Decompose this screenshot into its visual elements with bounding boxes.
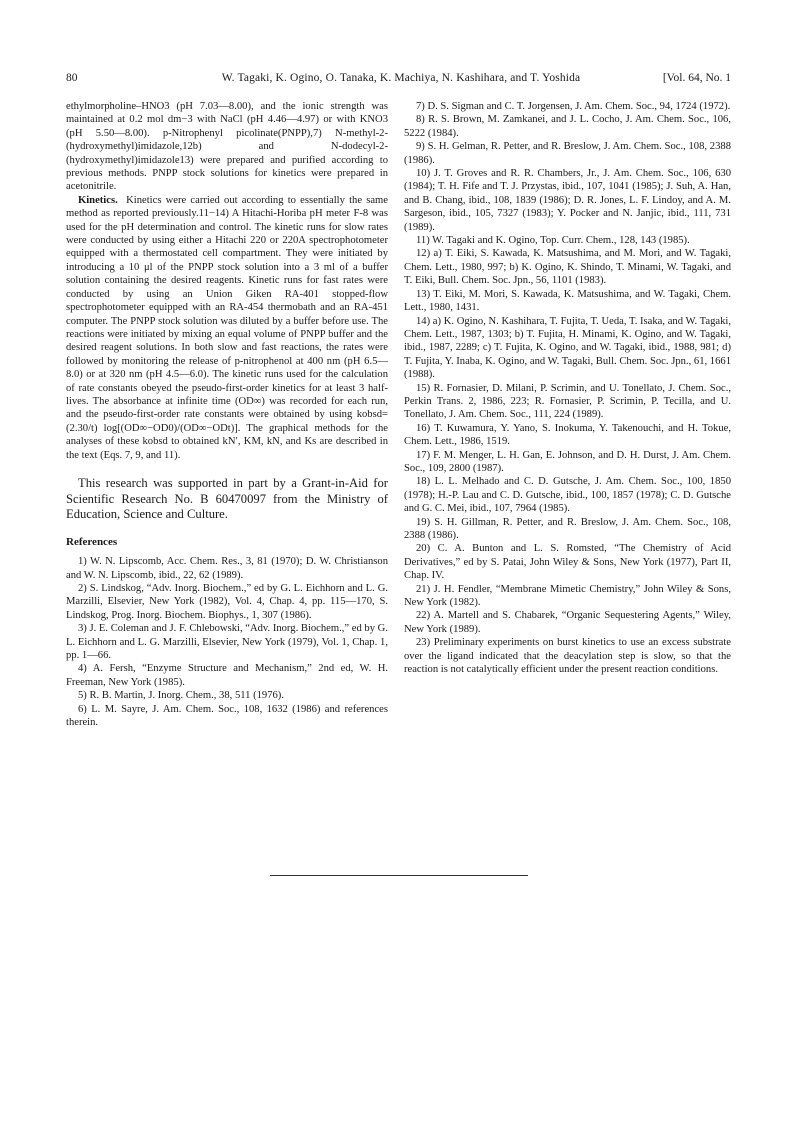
reference-item: 14) a) K. Ogino, N. Kashihara, T. Fujita, T. Ueda, T. Isaka, and W. Tagaki, Chem. Lett., 1987, 1303; b) T. Fujita, H. Minami, K. Ogino, and W. Tagaki, ibid., 1987, 2289; c) T. Fujita, K. Ogino, and W. Tagaki, ibid., 1988, 981; d) T. Fujita, Y. Inaba, K. Ogino, and W. Tagaki, Bull. Chem. Soc. Jpn., 61, 1661 (1988). (404, 315, 731, 381)
reference-item: 19) S. H. Gillman, R. Petter, and R. Breslow, J. Am. Chem. Soc., 108, 2388 (1986). (404, 516, 731, 541)
reference-item: 5) R. B. Martin, J. Inorg. Chem., 38, 511 (1976). (78, 690, 284, 702)
reference-item: 17) F. M. Menger, L. H. Gan, E. Johnson, and D. H. Durst, J. Am. Chem. Soc., 109, 2800 (1987). (404, 449, 731, 474)
reference-item: 1) W. N. Lipscomb, Acc. Chem. Res., 3, 81 (1970); D. W. Christianson and W. N. Lipscomb, ibid., 22, 62 (1989). (66, 556, 388, 581)
reference-item: 12) a) T. Eiki, S. Kawada, K. Matsushima, and M. Mori, and W. Tagaki, Chem. Lett., 1980, 997; b) K. Ogino, K. Shindo, T. Minami, W. Tagaki, and T. Eiki, Bull. Chem. Soc. Jpn., 56, 1101 (1983). (404, 248, 731, 287)
reference-item: 8) R. S. Brown, M. Zamkanei, and J. L. Cocho, J. Am. Chem. Soc., 106, 5222 (1984). (404, 114, 731, 139)
reference-item: 20) C. A. Bunton and L. S. Romsted, “The Chemistry of Acid Derivatives,” ed by S. Patai, John Wiley & Sons, New York (1977), Part II, Chap. IV. (404, 543, 731, 582)
running-header-authors: W. Tagaki, K. Ogino, O. Tanaka, K. Machiya, N. Kashihara, and T. Yoshida (221, 72, 581, 84)
reference-item: 4) A. Fersh, “Enzyme Structure and Mechanism,” 2nd ed, W. H. Freeman, New York (1985). (66, 663, 388, 688)
reference-item: 18) L. L. Melhado and C. D. Gutsche, J. Am. Chem. Soc., 100, 1850 (1978); H.-P. Lau and C. D. Gutsche, ibid., 100, 1857 (1978); C. D. Gutsche and G. C. Mei, ibid., 107, 7964 (1985). (404, 476, 731, 515)
reference-item: 21) J. H. Fendler, “Membrane Mimetic Chemistry,” John Wiley & Sons, New York (1982). (404, 583, 731, 609)
references-list-right (404, 100, 731, 676)
reference-item: 11) W. Tagaki and K. Ogino, Top. Curr. Chem., 128, 143 (1985). (416, 235, 690, 247)
right-column (404, 100, 731, 676)
reference-item: 7) D. S. Sigman and C. T. Jorgensen, J. Am. Chem. Soc., 94, 1724 (1972). (416, 101, 731, 112)
end-rule (270, 875, 528, 876)
acknowledgment: This research was supported in part by a Grant-in-Aid for Scientific Research No. B 60470097 from the Ministry of Education, Science and Culture. (66, 475, 388, 522)
reference-item: 6) L. M. Sayre, J. Am. Chem. Soc., 108, 1632 (1986) and references therein. (66, 703, 388, 729)
kinetics-paragraph (66, 194, 388, 462)
page-number: 80 (66, 72, 78, 84)
kinetics-text: Kinetics were carried out according to essentially the same method as reported previously.11−14) A Hitachi-Horiba pH meter F-8 was used for the pH determination and control. The kinetic runs for slow rates were conducted by using either a Hitachi 220 or 220A spectrophotometer equipped with a thermostated cell compartment. They were initiated by introducing a 10 μl of the PNPP stock solution into a 3 ml of a buffer solution containing the desired reagents. Kinetic runs for fast rates were conducted by using an Union Giken RA-401 stopped-flow spectrophotometer equipped with an RA-454 thermobath and an RA-451 computer. The PNPP stock solution was diluted by a buffer before use. The reactions were initiated by mixing an equal volume of PNPP buffer and the desired reagent solutions. In both slow and fast reactions, the rates were followed by monitoring the release of p-nitrophenol at 400 nm (pH 6.5—8.0) or at 320 nm (pH 4.5—6.0). The kinetic runs used for the calculation of rate constants obeyed the pseudo-first-order kinetics for at least 3 half-lives. The absorbance at infinite time (OD∞) was recorded for each run, and the pseudo-first-order rate constants were obtained by using kobsd=(2.30/t) log[(OD∞−OD0)/(OD∞−ODt)]. The graphical methods for the analyses of these kobsd to obtained kN′, KM, kN, and Ks are described in the text (Eqs. 7, 9, and 11). (66, 194, 388, 461)
experimental-paragraph: ethylmorpholine–HNO3 (pH 7.03—8.00), and the ionic strength was maintained at 0.2 mol dm−3 with NaCl (pH 4.46—4.97) or with KNO3 (pH 5.50—8.00). p-Nitrophenyl picolinate(PNPP),7) N-methyl-2-(hydroxymethyl)imidazole,12b) and N-dodecyl-2-(hydroxymethyl)imidazole13) were prepared and purified according to previous methods. PNPP stock solutions for kinetics were prepared in acetonitrile. (66, 101, 388, 193)
reference-item: 15) R. Fornasier, D. Milani, P. Scrimin, and U. Tonellato, J. Chem. Soc., Perkin Trans. 2, 1986, 223; R. Fornasier, P. Scrimin, P. Tecilla, and U. Tonellato, J. Am. Chem. Soc., 111, 224 (1989). (404, 382, 731, 421)
reference-item: 22) A. Martell and S. Chabarek, “Organic Sequestering Agents,” Wiley, New York (1989). (404, 610, 731, 635)
running-header (66, 72, 731, 88)
left-column (66, 100, 388, 729)
reference-item: 23) Preliminary experiments on burst kinetics to use an excess substrate over the ligand indicated that the deacylation step is slow, so that the reaction is not catalytically efficient under the present reaction conditions. (404, 637, 731, 676)
kinetics-heading: Kinetics. (78, 194, 118, 206)
reference-item: 13) T. Eiki, M. Mori, S. Kawada, K. Matsushima, and W. Tagaki, Chem. Lett., 1980, 1431. (404, 288, 731, 314)
reference-item: 2) S. Lindskog, “Adv. Inorg. Biochem.,” ed by G. L. Eichhorn and L. G. Marzilli, Elsevier, New York (1982), Vol. 4, Chap. 4, pp. 115—170, S. Lindskog, Prog. Inorg. Biochem. Biophys., 1, 307 (1986). (66, 582, 388, 621)
references-list-left (66, 555, 388, 729)
references-heading: References (66, 535, 118, 548)
reference-item: 16) T. Kuwamura, Y. Yano, S. Inokuma, Y. Takenouchi, and H. Tokue, Chem. Lett., 1986, 1519. (404, 422, 731, 448)
reference-item: 10) J. T. Groves and R. R. Chambers, Jr., J. Am. Chem. Soc., 106, 630 (1984); T. H. Fife and T. J. Przystas, ibid., 107, 1041 (1985); J. Suh, A. Han, and B. Chang, ibid., 108, 1839 (1986); D. R. Jones, L. F. Lindoy, and A. M. Sargeson, ibid., 105, 7327 (1983); Y. Pocker and N. Janjic, ibid., 111, 731 (1989). (404, 168, 731, 233)
reference-item: 3) J. E. Coleman and J. F. Chlebowski, “Adv. Inorg. Biochem.,” ed by G. L. Eichhorn and L. G. Marzilli, Elsevier, New York (1979), Vol. 1, Chap. 1, pp. 1—66. (66, 623, 388, 661)
reference-item: 9) S. H. Gelman, R. Petter, and R. Breslow, J. Am. Chem. Soc., 108, 2388 (1986). (404, 141, 731, 166)
volume-issue: [Vol. 64, No. 1 (662, 72, 731, 84)
